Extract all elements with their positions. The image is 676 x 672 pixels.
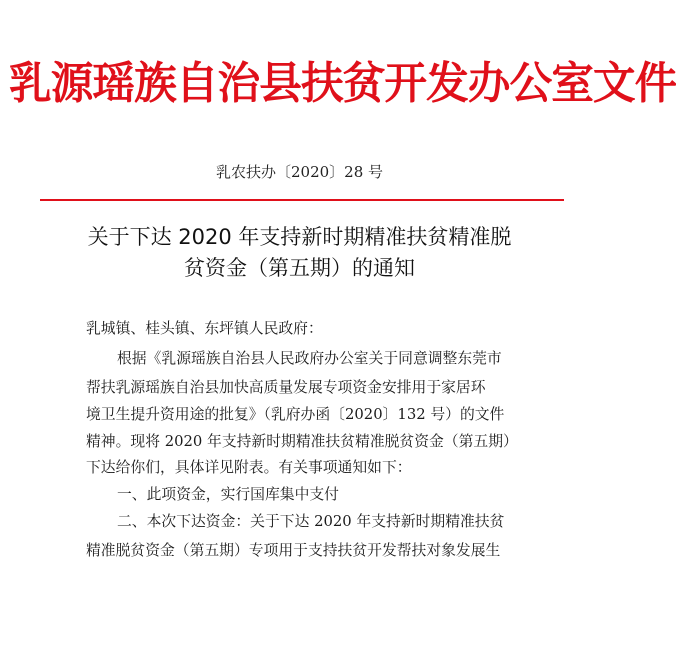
body-paragraph-line: 下达给你们，具体详见附表。有关事项通知如下： xyxy=(86,459,412,476)
item-one-line: 一、此项资金，实行国库集中支付 xyxy=(117,486,339,503)
red-divider-line xyxy=(40,199,564,201)
item-two-line: 二、本次下达资金：关于下达 2020 年支持新时期精准扶贫 xyxy=(117,513,505,530)
addressee-line: 乳城镇、桂头镇、东坪镇人民政府： xyxy=(86,320,323,337)
body-paragraph-line: 精神。现将 2020 年支持新时期精准扶贫精准脱贫资金（第五期） xyxy=(86,433,518,450)
notice-title-line-1: 关于下达 2020 年支持新时期精准扶贫精准脱 xyxy=(87,225,512,249)
body-paragraph-line: 精准脱贫资金（第五期）专项用于支持扶贫开发帮扶对象发展生 xyxy=(86,542,501,559)
body-paragraph-line: 根据《乳源瑶族自治县人民政府办公室关于同意调整东莞市 xyxy=(117,350,502,367)
notice-title-line-2: 贫资金（第五期）的通知 xyxy=(184,256,415,280)
org-header-title: 乳源瑶族自治县扶贫开发办公室文件 xyxy=(8,59,676,108)
document-number: 乳农扶办〔2020〕28 号 xyxy=(215,163,384,181)
body-paragraph-line: 境卫生提升资用途的批复》（乳府办函〔2020〕132 号）的文件 xyxy=(86,406,505,423)
body-paragraph-line: 帮扶乳源瑶族自治县加快高质量发展专项资金安排用于家居环 xyxy=(86,379,486,396)
